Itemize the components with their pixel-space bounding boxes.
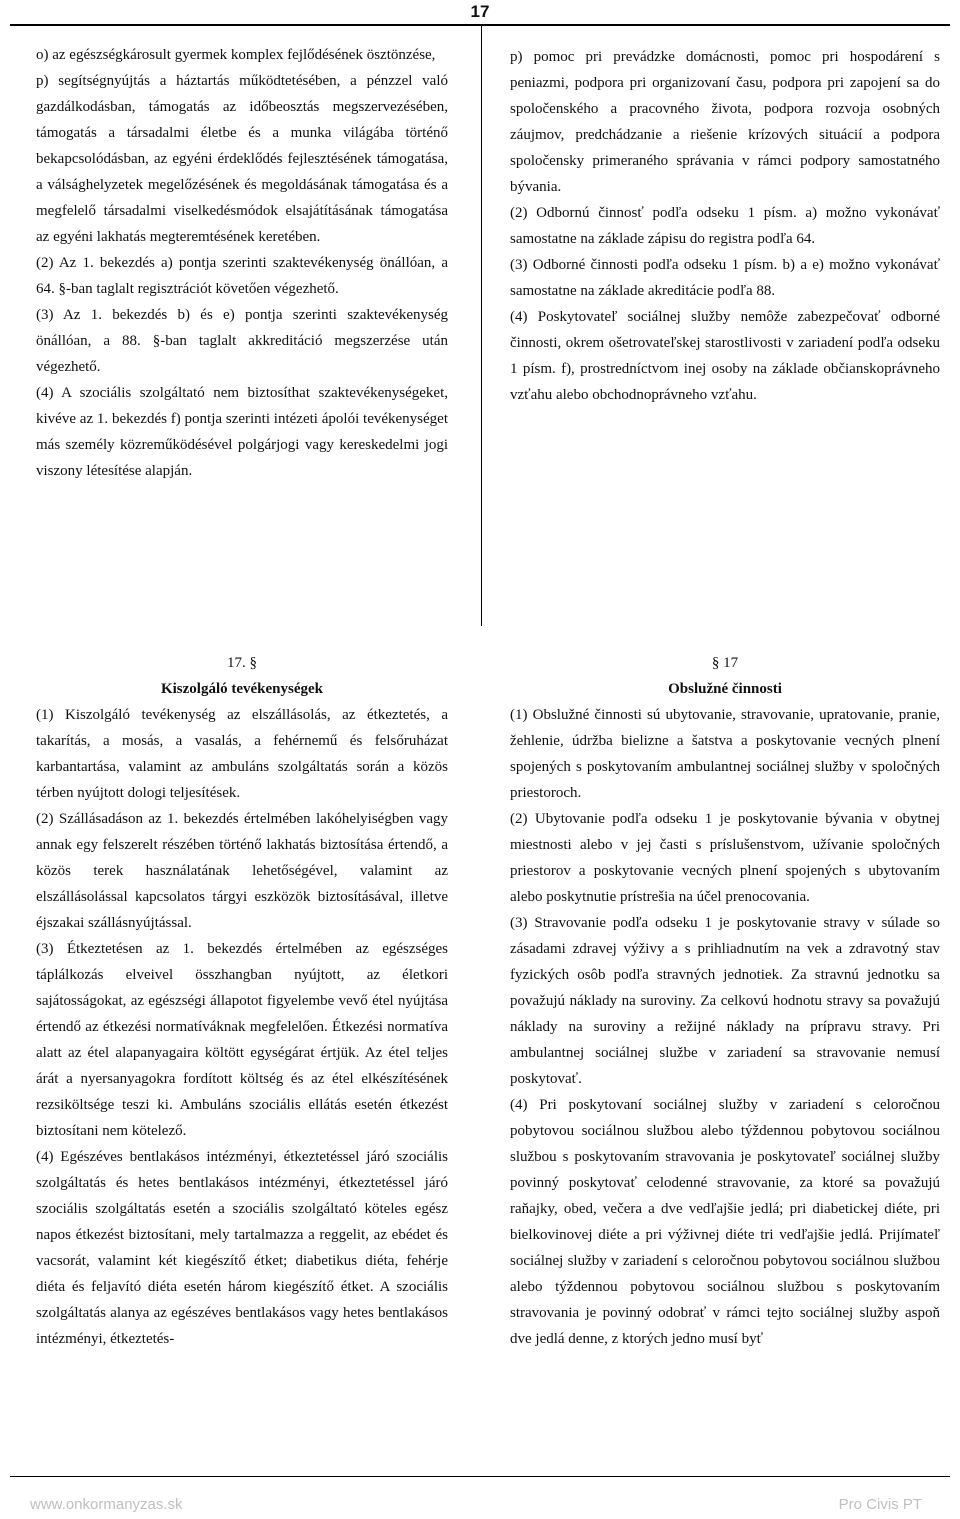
paragraph: (2) Szállásadáson az 1. bekezdés értelmében lakóhelyiségben vagy annak egy felszerelt részében történő lakhatás biztosítása értendő, a közös terek használatának lehetőségével, valamint az elszállásolással kapcsolatos tárgyi eszközök biztosításával, illetve éjszakai szállásnyújtással. [36,811,448,931]
paragraph: (1) Obslužné činnosti sú ubytovanie, stravovanie, upratovanie, pranie, žehlenie, údržba bielizne a šatstva a poskytovanie vecných plnení spojených s poskytovaním ambulantnej sociálnej služby v spoločných priestoroch. [510,707,940,801]
paragraph: (4) A szociális szolgáltató nem biztosíthat szaktevékenységeket, kivéve az 1. bekezdés f) pontja szerinti intézeti ápolói tevékenységet más személy közreműködésével polgárjogi vagy kereskedelmi jogi viszony létesítése alapján. [36,385,448,479]
top-right-column [510,44,940,408]
paragraph: (3) Az 1. bekezdés b) és e) pontja szerinti szaktevékenység önállóan, a 88. §-ban taglalt akkreditáció megszerzése után végezhető. [36,307,448,375]
paragraph: (2) Odbornú činnosť podľa odseku 1 písm. a) možno vykonávať samostatne na základe zápisu do registra podľa 64. [510,205,940,247]
paragraph: (4) Egészéves bentlakásos intézményi, étkeztetéssel járó szociális szolgáltatás és hetes bentlakásos intézményi, étkeztetéssel járó szociális szolgáltatás esetén a szociális szolgáltató köteles egész napos étkezést biztosítani, mely tartalmazza a reggelit, az ebédet és vacsorát, valamint két kiegészítő étket; diabetikus diéta, fehérje diéta és feljavító diéta esetén három kiegészítő étket. A szociális szolgáltatás alanya az egészéves bentlakásos vagy hetes bentlakásos intézményi, étkeztetés- [36,1149,448,1347]
paragraph: p) segítségnyújtás a háztartás működtetésében, a pénzzel való gazdálkodásban, támogatás az időbeosztás megszervezésében, támogatás a társadalmi életbe és a munka világába történő bekapcsolódásban, az egyéni érdeklődés fejlesztésének támogatása, a válsághelyzetek megelőzésének és megoldásának támogatása és a megfelelő társadalmi viselkedésmódok elsajátításának támogatása az egyéni lakhatás megteremtésének keretében. [36,73,448,245]
footer-rule [10,1476,950,1477]
top-left-column [36,42,448,484]
paragraph: (3) Odborné činnosti podľa odseku 1 písm. b) a e) možno vykonávať samostatne na základe akreditácie podľa 88. [510,257,940,299]
footer-website: www.onkormanyzas.sk [30,1496,183,1513]
paragraph: (4) Pri poskytovaní sociálnej služby v zariadení s celoročnou pobytovou sociálnou službou alebo týždennou pobytovou sociálnou službou s poskytovaním stravovania je poskytovateľ sociálnej služby povinný poskytovať celodenné stravovanie, za ktoré sa považujú raňajky, obed, večera a dve vedľajšie jedlá; pri diabetickej diéte, pri bielkovinovej diéte a pri výživnej diéte tri vedľajšie jedlá. Prijímateľ sociálnej služby v zariadení s celoročnou pobytovou sociálnou službou alebo týždennou pobytovou sociálnou službou s poskytovaním stravovania je povinný odobrať v rámci tejto sociálnej služby aspoň dve jedlá denne, z ktorých jedno musí byť [510,1097,940,1347]
paragraph: (3) Étkeztetésen az 1. bekezdés értelmében az egészséges táplálkozás elveivel összhangban nyújtott, az életkori sajátosságokat, az egészségi állapotot figyelembe vevő étel nyújtása értendő az étkezési normatíváknak megfelelően. Étkezési normatíva alatt az étel alapanyagaira költött egységárat értjük. Az étel teljes árát a nyersanyagokra fordított költség és az étel elkészítésének rezsiköltsége teszi ki. Ambuláns szociális ellátás esetén étkezést biztosítani nem kötelező. [36,941,448,1139]
paragraph: (2) Az 1. bekezdés a) pontja szerinti szaktevékenység önállóan, a 64. §-ban taglalt regisztrációt követően végezhető. [36,255,448,297]
paragraph: (3) Stravovanie podľa odseku 1 je poskytovanie stravy v súlade so zásadami zdravej výživy a s prihliadnutím na vek a zdravotný stav fyzických osôb podľa stravných jednotiek. Za stravnú jednotku sa považujú náklady na suroviny. Za celkovú hodnotu stravy sa považujú náklady na suroviny a režijné náklady na prípravu stravy. Pri ambulantnej sociálnej službe v zariadení sa stravovanie nemusí poskytovať. [510,915,940,1087]
paragraph: o) az egészségkárosult gyermek komplex fejlődésének ösztönzése, [36,47,436,63]
section-title: Kiszolgáló tevékenységek [160,681,324,697]
paragraph: (4) Poskytovateľ sociálnej služby nemôže zabezpečovať odborné činnosti, okrem ošetrovateľskej starostlivosti v zariadení podľa odseku 1 písm. f), prostredníctvom inej osoby na základe občianskoprávneho vzťahu alebo obchodnoprávneho vzťahu. [510,309,940,403]
page-number: 17 [470,2,490,21]
column-divider [481,26,482,626]
paragraph: p) pomoc pri prevádzke domácnosti, pomoc pri hospodárení s peniazmi, podpora pri organizovaní času, podpora pri zapojení sa do spoločenského a pracovného života, podpora rozvoja osobných záujmov, predchádzanie a riešenie krízových situácií a podpora spoločensky primeraného správania v rámci podpory samostatného bývania. [510,49,940,195]
footer-publisher: Pro Civis PT [838,1496,922,1513]
section-number: § 17 [711,655,739,671]
header-rule [10,24,950,26]
paragraph: (1) Kiszolgáló tevékenység az elszállásolás, az étkeztetés, a takarítás, a mosás, a vasalás, a fehérnemű és felsőruházat karbantartása, valamint az ambuláns szolgáltatás során a közös térben nyújtott dologi teljesítések. [36,707,448,801]
paragraph: (2) Ubytovanie podľa odseku 1 je poskytovanie bývania v obytnej miestnosti alebo v jej časti s príslušenstvom, užívanie spoločných priestorov a poskytovanie vecných plnení spojených s ubytovaním alebo poskytnutie prístrešia na účel prenocovania. [510,811,940,905]
section-title: Obslužné činnosti [668,681,782,697]
bottom-right-column [510,650,940,1352]
section-number: 17. § [227,655,257,671]
bottom-left-column [36,650,448,1352]
